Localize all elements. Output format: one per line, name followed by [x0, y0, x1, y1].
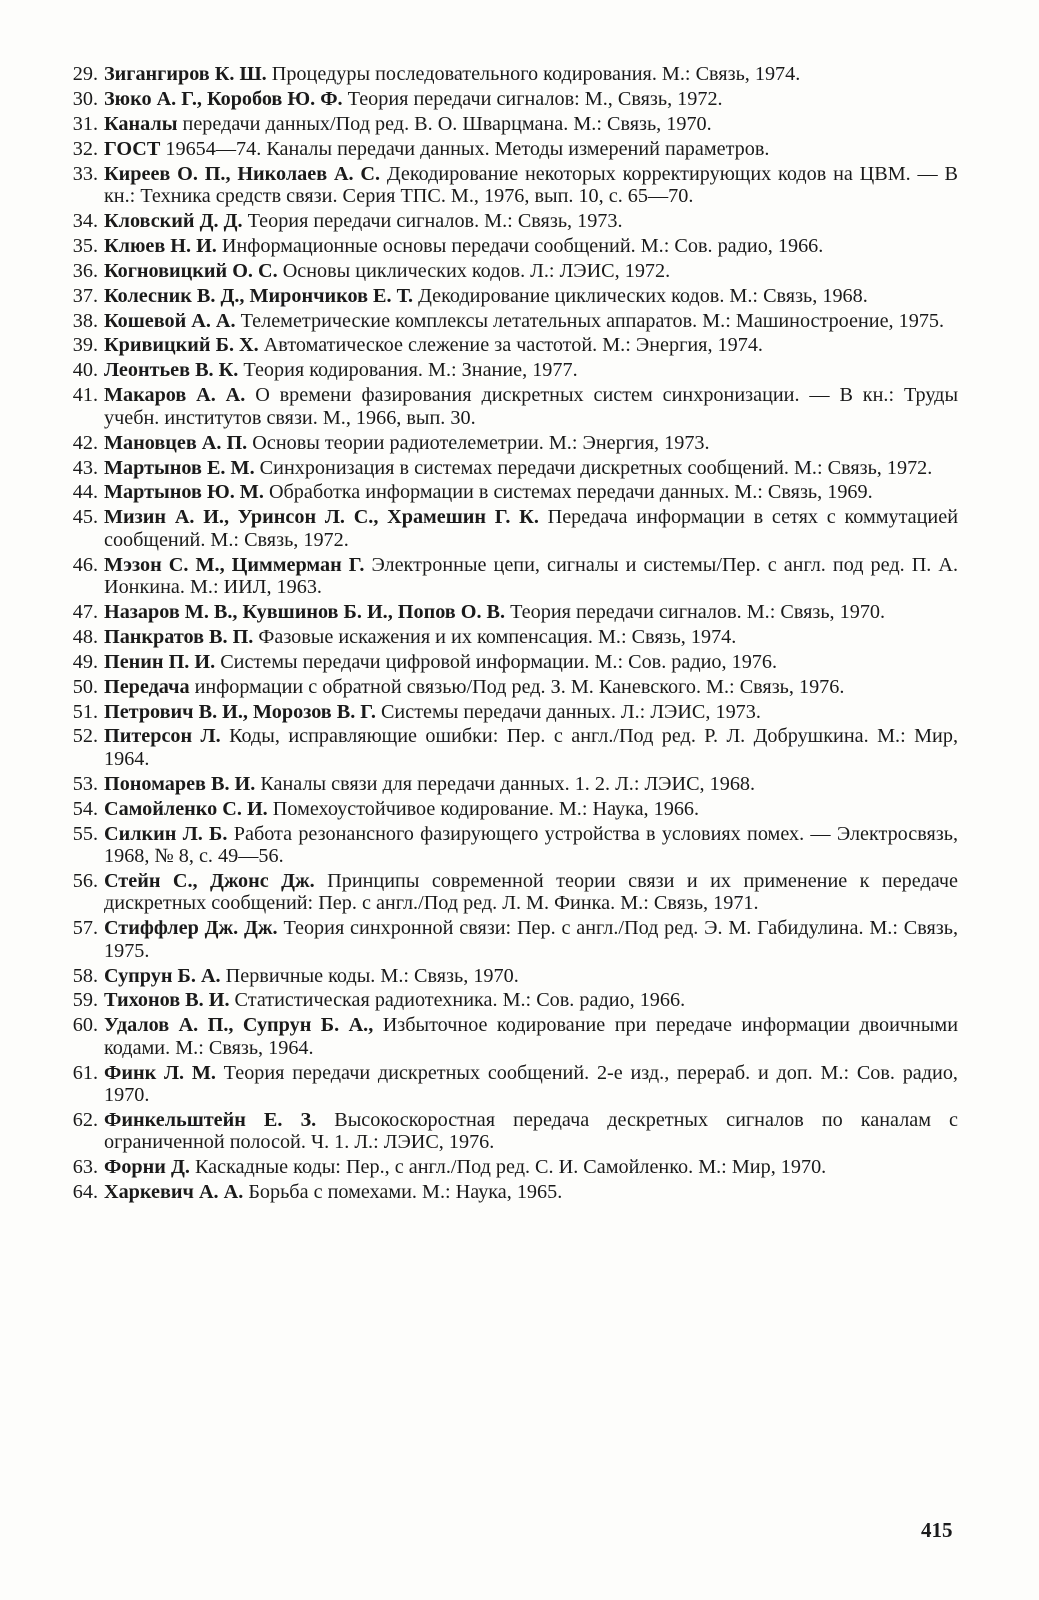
reference-text: Статистическая радиотехника. М.: Сов. радио, 1966.	[234, 989, 686, 1012]
reference-author: Киреев О. П., Николаев А. С.	[104, 162, 381, 185]
reference-item	[58, 823, 958, 868]
reference-number: 30.	[72, 87, 98, 110]
reference-text: Информационные основы передачи сообщений. М.: Сов. радио, 1966.	[221, 234, 824, 257]
reference-author: Когновицкий О. С.	[104, 259, 278, 282]
reference-number: 61.	[72, 1061, 98, 1084]
reference-author: Зюко А. Г., Коробов Ю. Ф.	[104, 87, 343, 110]
reference-text: информации с обратной связью/Под ред. З. М. Каневского. М.: Связь, 1976.	[194, 675, 845, 698]
reference-number: 50.	[72, 675, 98, 698]
reference-author: ГОСТ	[104, 137, 161, 160]
reference-text: Избыточное кодирование при передаче информации двоичными кодами. М.: Связь, 1964.	[104, 1014, 958, 1059]
reference-number: 41.	[72, 384, 98, 407]
reference-text: Высокоскоростная передача дескретных сигналов по каналам с ограниченной полосой. Ч. 1. Л.: ЛЭИС, 1976.	[104, 1108, 959, 1154]
reference-author: Финк Л. М.	[104, 1061, 216, 1084]
reference-author: Пенин П. И.	[104, 650, 216, 673]
reference-number: 58.	[72, 964, 98, 987]
reference-text: Автоматическое слежение за частотой. М.: Энергия, 1974.	[263, 334, 763, 357]
reference-item	[58, 626, 958, 648]
reference-item	[58, 554, 958, 599]
reference-number: 39.	[72, 334, 98, 357]
reference-author: Тихонов В. И.	[104, 989, 230, 1012]
reference-author: Кловский Д. Д.	[104, 209, 243, 232]
reference-text: Каналы связи для передачи данных. 1. 2. Л.: ЛЭИС, 1968.	[260, 772, 756, 795]
reference-author: Кошевой А. А.	[104, 309, 236, 332]
reference-author: Каналы	[104, 112, 178, 135]
reference-author: Передача	[104, 675, 190, 698]
reference-item	[58, 1014, 958, 1059]
reference-number: 62.	[72, 1108, 98, 1131]
reference-number: 45.	[72, 506, 98, 529]
reference-text: Принципы современной теории связи и их применение к передаче дискретных сообщений: Пер. с англ./Под ред. Л. М. Финка. М.: Связь, 1971.	[104, 869, 958, 915]
reference-number: 34.	[72, 209, 98, 232]
reference-author: Пономарев В. И.	[104, 772, 256, 795]
reference-number: 57.	[72, 917, 98, 940]
reference-author: Колесник В. Д., Мирончиков Е. Т.	[104, 284, 414, 307]
reference-text: Основы циклических кодов. Л.: ЛЭИС, 1972.	[282, 259, 671, 282]
reference-item	[58, 506, 958, 551]
reference-item	[58, 965, 958, 987]
reference-author: Панкратов В. П.	[104, 625, 254, 648]
reference-number: 42.	[72, 431, 98, 454]
reference-item	[58, 1181, 958, 1203]
reference-text: Теория передачи сигналов. М.: Связь, 1970.	[510, 600, 886, 623]
reference-item	[58, 917, 958, 962]
reference-number: 31.	[72, 112, 98, 135]
reference-item	[58, 1109, 958, 1154]
reference-text: Фазовые искажения и их компенсация. М.: Связь, 1974.	[258, 625, 737, 648]
reference-author: Супрун Б. А.	[104, 964, 221, 987]
reference-item	[58, 701, 958, 723]
reference-item	[58, 651, 958, 673]
reference-number: 44.	[72, 481, 98, 504]
reference-item	[58, 870, 958, 915]
reference-number: 51.	[72, 700, 98, 723]
reference-number: 48.	[72, 625, 98, 648]
reference-author: Мартынов Ю. М.	[104, 481, 264, 504]
reference-item	[58, 359, 958, 381]
reference-text: Декодирование циклических кодов. М.: Связь, 1968.	[418, 284, 868, 307]
reference-number: 43.	[72, 456, 98, 479]
reference-text: Основы теории радиотелеметрии. М.: Энергия, 1973.	[252, 431, 710, 454]
reference-number: 59.	[72, 989, 98, 1012]
reference-item	[58, 481, 958, 503]
reference-text: О времени фазирования дискретных систем синхронизации. — В кн.: Труды учебн. институтов связи. М., 1966, вып. 30.	[104, 384, 959, 429]
reference-author: Кривицкий Б. Х.	[104, 334, 259, 357]
reference-number: 32.	[72, 137, 98, 160]
reference-item	[58, 235, 958, 257]
reference-text: Каскадные коды: Пер., с англ./Под ред. С. И. Самойленко. М.: Мир, 1970.	[194, 1156, 827, 1179]
reference-text: Системы передачи цифровой информации. М.: Сов. радио, 1976.	[220, 650, 778, 673]
reference-item	[58, 384, 958, 429]
reference-author: Клюев Н. И.	[104, 234, 217, 257]
reference-number: 46.	[72, 553, 98, 576]
reference-number: 29.	[72, 63, 98, 85]
reference-text: Теория передачи сигналов. М.: Связь, 1973.	[247, 209, 623, 232]
reference-text: Работа резонансного фазирующего устройства в условиях помех. — Электросвязь, 1968, № 8, с. 49—56.	[104, 822, 959, 867]
reference-number: 55.	[72, 822, 98, 845]
reference-text: Системы передачи данных. Л.: ЛЭИС, 1973.	[380, 700, 761, 723]
reference-item	[58, 773, 958, 795]
reference-list	[58, 63, 958, 1204]
reference-item	[58, 725, 958, 770]
reference-author: Петрович В. И., Морозов В. Г.	[104, 700, 376, 723]
reference-item	[58, 989, 958, 1011]
reference-number: 35.	[72, 234, 98, 257]
reference-number: 47.	[72, 600, 98, 623]
reference-text: Теория кодирования. М.: Знание, 1977.	[243, 359, 578, 382]
reference-number: 63.	[72, 1156, 98, 1179]
reference-number: 60.	[72, 1014, 98, 1037]
reference-item	[58, 1156, 958, 1178]
reference-number: 53.	[72, 772, 98, 795]
page-number: 415	[921, 1518, 953, 1542]
reference-text: Декодирование некоторых корректирующих кодов на ЦВМ. — В кн.: Техника средств связи. Серия ТПС. М., 1976, вып. 10, с. 65—70.	[104, 162, 958, 208]
reference-item	[58, 210, 958, 232]
reference-item	[58, 432, 958, 454]
reference-text: Теория передачи дискретных сообщений. 2-е изд., перераб. и доп. М.: Сов. радио, 1970.	[104, 1061, 958, 1107]
reference-item	[58, 63, 958, 85]
reference-author: Харкевич А. А.	[104, 1181, 244, 1204]
reference-item	[58, 334, 958, 356]
reference-number: 54.	[72, 797, 98, 820]
reference-item	[58, 798, 958, 820]
reference-author: Макаров А. А.	[104, 384, 246, 407]
reference-text: Процедуры последовательного кодирования. М.: Связь, 1974.	[271, 63, 801, 85]
reference-author: Мартынов Е. М.	[104, 456, 255, 479]
reference-author: Самойленко С. И.	[104, 797, 268, 820]
reference-text: Теория синхронной связи: Пер. с англ./Под ред. Э. М. Габидулина. М.: Связь, 1975.	[104, 917, 959, 962]
reference-number: 64.	[72, 1181, 98, 1204]
reference-text: Помехоустойчивое кодирование. М.: Наука, 1966.	[272, 797, 700, 820]
reference-item	[58, 676, 958, 698]
reference-text: Первичные коды. М.: Связь, 1970.	[225, 964, 519, 987]
reference-text: Телеметрические комплексы летательных аппаратов. М.: Машиностроение, 1975.	[240, 309, 945, 332]
reference-item	[58, 260, 958, 282]
reference-item	[58, 601, 958, 623]
reference-item	[58, 138, 958, 160]
reference-text: Коды, исправляющие ошибки: Пер. с англ./Под ред. Р. Л. Добрушкина. М.: Мир, 1964.	[104, 725, 958, 770]
reference-number: 33.	[72, 162, 98, 185]
reference-author: Назаров М. В., Кувшинов Б. И., Попов О. В.	[104, 600, 506, 623]
reference-author: Стиффлер Дж. Дж.	[104, 917, 278, 940]
reference-text: Синхронизация в системах передачи дискретных сообщений. М.: Связь, 1972.	[259, 456, 933, 479]
reference-author: Мэзон С. М., Циммерман Г.	[104, 553, 365, 576]
reference-author: Форни Д.	[104, 1156, 190, 1179]
reference-number: 52.	[72, 725, 98, 748]
reference-item	[58, 285, 958, 307]
reference-author: Финкельштейн Е. З.	[104, 1108, 317, 1131]
reference-author: Стейн С., Джонс Дж.	[104, 869, 315, 892]
reference-list-page	[58, 63, 958, 1206]
reference-text: Борьба с помехами. М.: Наука, 1965.	[248, 1181, 563, 1204]
reference-author: Зигангиров К. Ш.	[104, 63, 267, 85]
reference-number: 56.	[72, 869, 98, 892]
reference-item	[58, 310, 958, 332]
reference-number: 40.	[72, 359, 98, 382]
reference-text: Теория передачи сигналов: М., Связь, 1972.	[347, 87, 723, 110]
reference-number: 36.	[72, 259, 98, 282]
reference-author: Удалов А. П., Супрун Б. А.,	[104, 1014, 374, 1037]
reference-text: Электронные цепи, сигналы и системы/Пер. с англ. под ред. П. А. Ионкина. М.: ИИЛ, 1963.	[104, 553, 959, 599]
reference-number: 38.	[72, 309, 98, 332]
reference-item	[58, 88, 958, 110]
reference-item	[58, 1062, 958, 1107]
reference-text: Обработка информации в системах передачи данных. М.: Связь, 1969.	[268, 481, 873, 504]
reference-author: Мановцев А. П.	[104, 431, 248, 454]
reference-author: Силкин Л. Б.	[104, 822, 228, 845]
reference-number: 49.	[72, 650, 98, 673]
reference-author: Питерсон Л.	[104, 725, 221, 748]
reference-item	[58, 113, 958, 135]
reference-text: 19654—74. Каналы передачи данных. Методы измерений параметров.	[165, 137, 770, 160]
reference-number: 37.	[72, 284, 98, 307]
reference-author: Мизин А. И., Уринсон Л. С., Храмешин Г. К.	[104, 506, 539, 529]
reference-item	[58, 457, 958, 479]
reference-item	[58, 163, 958, 208]
reference-author: Леонтьев В. К.	[104, 359, 239, 382]
reference-text: передачи данных/Под ред. В. О. Шварцмана. М.: Связь, 1970.	[182, 112, 712, 135]
reference-text: Передача информации в сетях с коммутацией сообщений. М.: Связь, 1972.	[104, 506, 959, 551]
